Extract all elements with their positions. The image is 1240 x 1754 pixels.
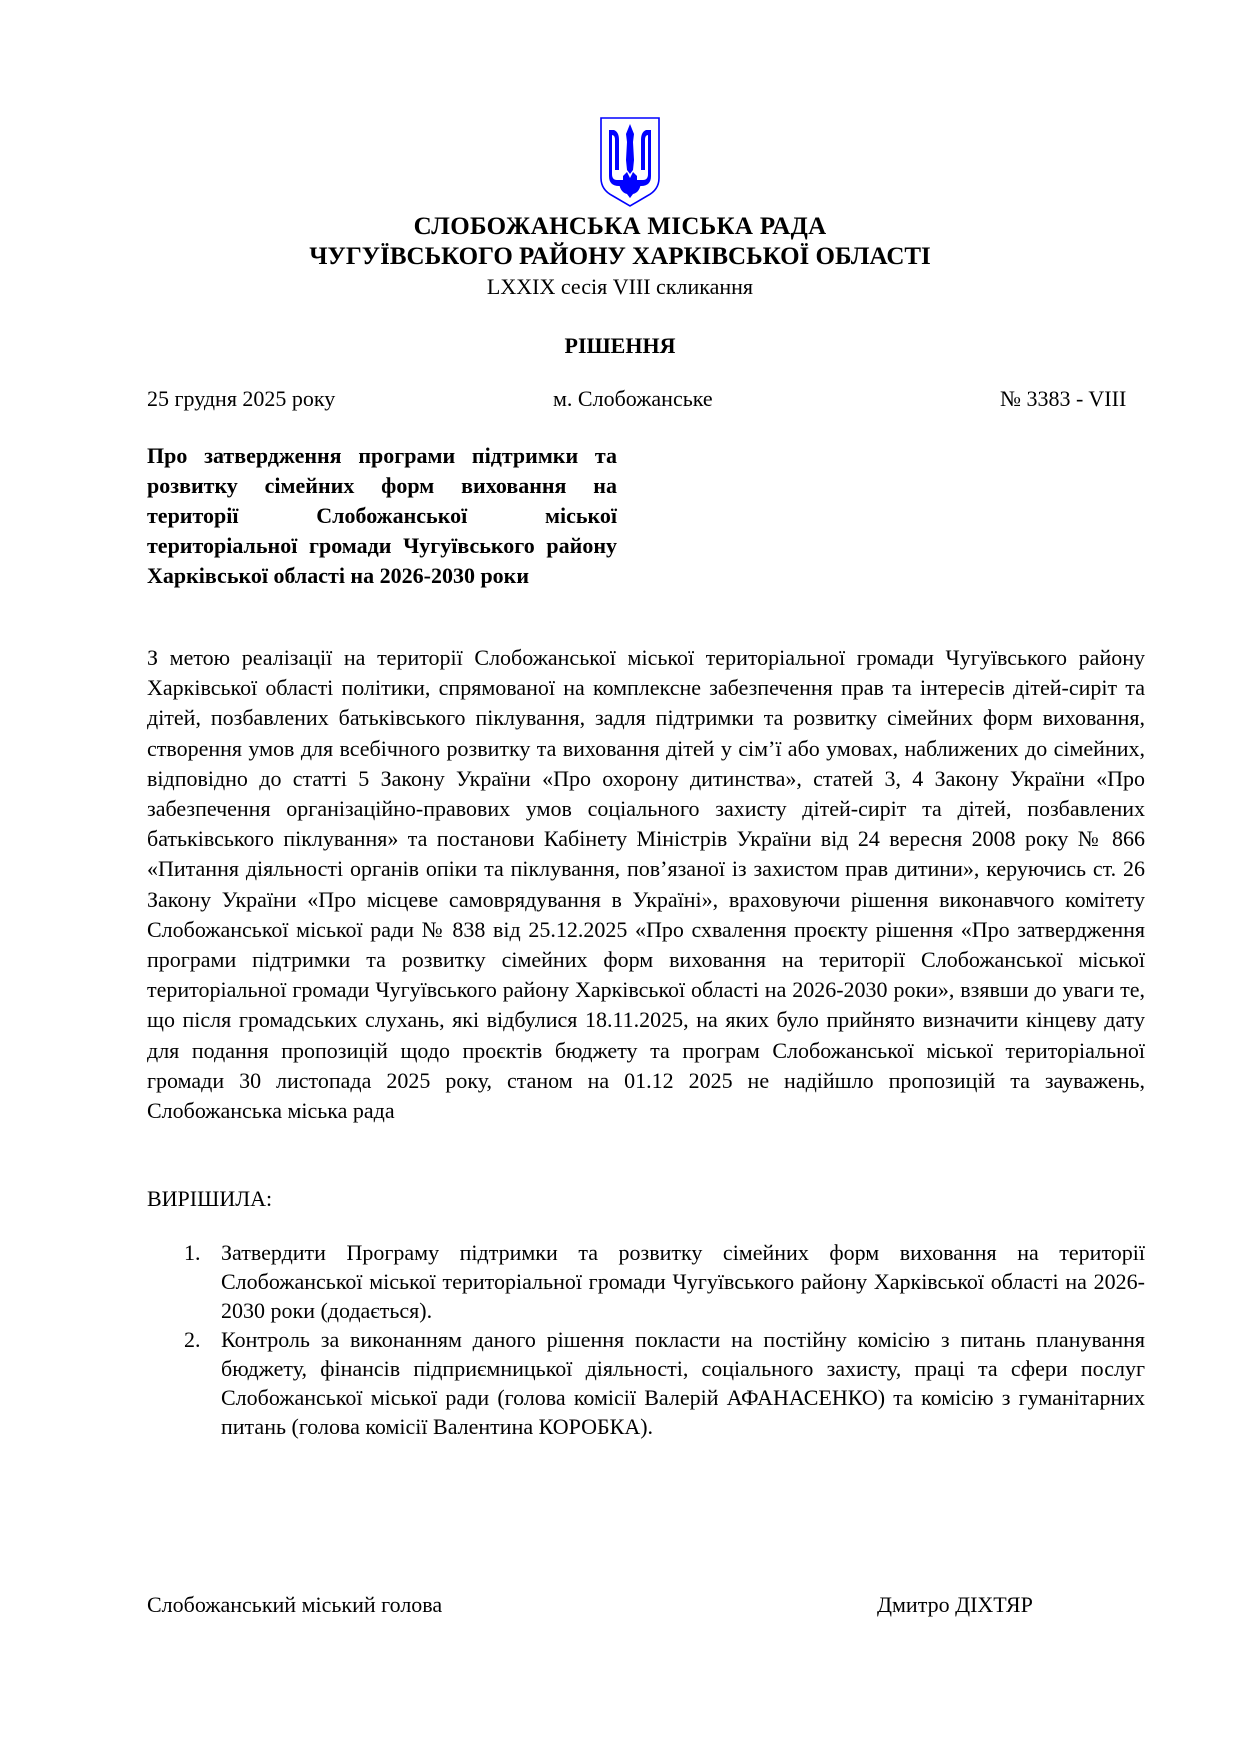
decision-date: 25 грудня 2025 року [147,386,336,411]
decision-number: № 3383 - VIII [1000,386,1127,411]
decided-label: ВИРІШИЛА: [147,1186,273,1211]
decision-place: м. Слобожанське [553,386,713,411]
signatory-position: Слобожанський міський голова [147,1592,443,1617]
resolution-number: 2. [184,1327,201,1352]
district-line: ЧУГУЇВСЬКОГО РАЙОНУ ХАРКІВСЬКОЇ ОБЛАСТІ [309,243,931,270]
session-line: LXXIX сесія VIII скликання [486,274,754,299]
decision-subject: Про затвердження програми підтримки та розвитку сімейних форм виховання на території Слобожанської міської територіальної громади Чугуївського району Харківської області на 2026-2030 роки [147,443,617,588]
coat-of-arms-trident-icon [597,116,663,208]
resolution-text: Затвердити Програму підтримки та розвитку сімейних форм виховання на території Слобожанської міської територіальної громади Чугуївського району Харківської області на 2026-2030 роки (додається). [221,1240,1145,1323]
resolution-item [147,1238,1145,1325]
preamble-paragraph: З метою реалізації на території Слобожанської міської територіальної громади Чугуївського району Харківської області політики, спрямованої на комплексне забезпечення прав та інтересів дітей-сиріт та дітей, позбавлених батьківського піклування, задля підтримки та розвитку сімейних форм виховання, створення умов для всебічного розвитку та виховання дітей у сім’ї або умовах, наближених до сімейних, відповідно до статті 5 Закону України «Про охорону дитинства», статей 3, 4 Закону України «Про забезпечення організаційно-правових умов соціального захисту дітей-сиріт та дітей, позбавлених батьківського піклування» та постанови Кабінету Міністрів України від 24 вересня 2008 року № 866 «Питання діяльності органів опіки та піклування, пов’язаної із захистом прав дитини», керуючись ст. 26 Закону України «Про місцеве самоврядування в Україні», враховуючи рішення виконавчого комітету Слобожанської міської ради № 838 від 25.12.2025 «Про схвалення проєкту рішення «Про затвердження програми підтримки та розвитку сімейних форм виховання на території Слобожанської міської територіальної громади Чугуївського району Харківської області на 2026-2030 роки», взявши до уваги те, що після громадських слухань, які відбулися 18.11.2025, на яких було прийнято визначити кінцеву дату для подання пропозицій щодо проєктів бюджету та програм Слобожанської міської територіальної громади 30 листопада 2025 року, станом на 01.12 2025 не надійшло пропозицій та зауважень, Слобожанська міська рада [147,645,1145,1124]
resolution-text: Контроль за виконанням даного рішення покласти на постійну комісію з питань планування бюджету, фінансів підприємницької діяльності, соціального захисту, праці та сфери послуг Слобожанської міської ради (голова комісії Валерій АФАНАСЕНКО) та комісію з гуманітарних питань (голова комісії Валентина КОРОБКА). [221,1327,1145,1439]
signatory-name: Дмитро ДІХТЯР [877,1592,1033,1617]
council-name: СЛОБОЖАНСЬКА МІСЬКА РАДА [413,213,827,240]
resolution-list [147,1238,1145,1441]
resolution-number: 1. [184,1240,201,1265]
resolution-item [147,1325,1145,1441]
document-title: РІШЕННЯ [564,333,676,358]
